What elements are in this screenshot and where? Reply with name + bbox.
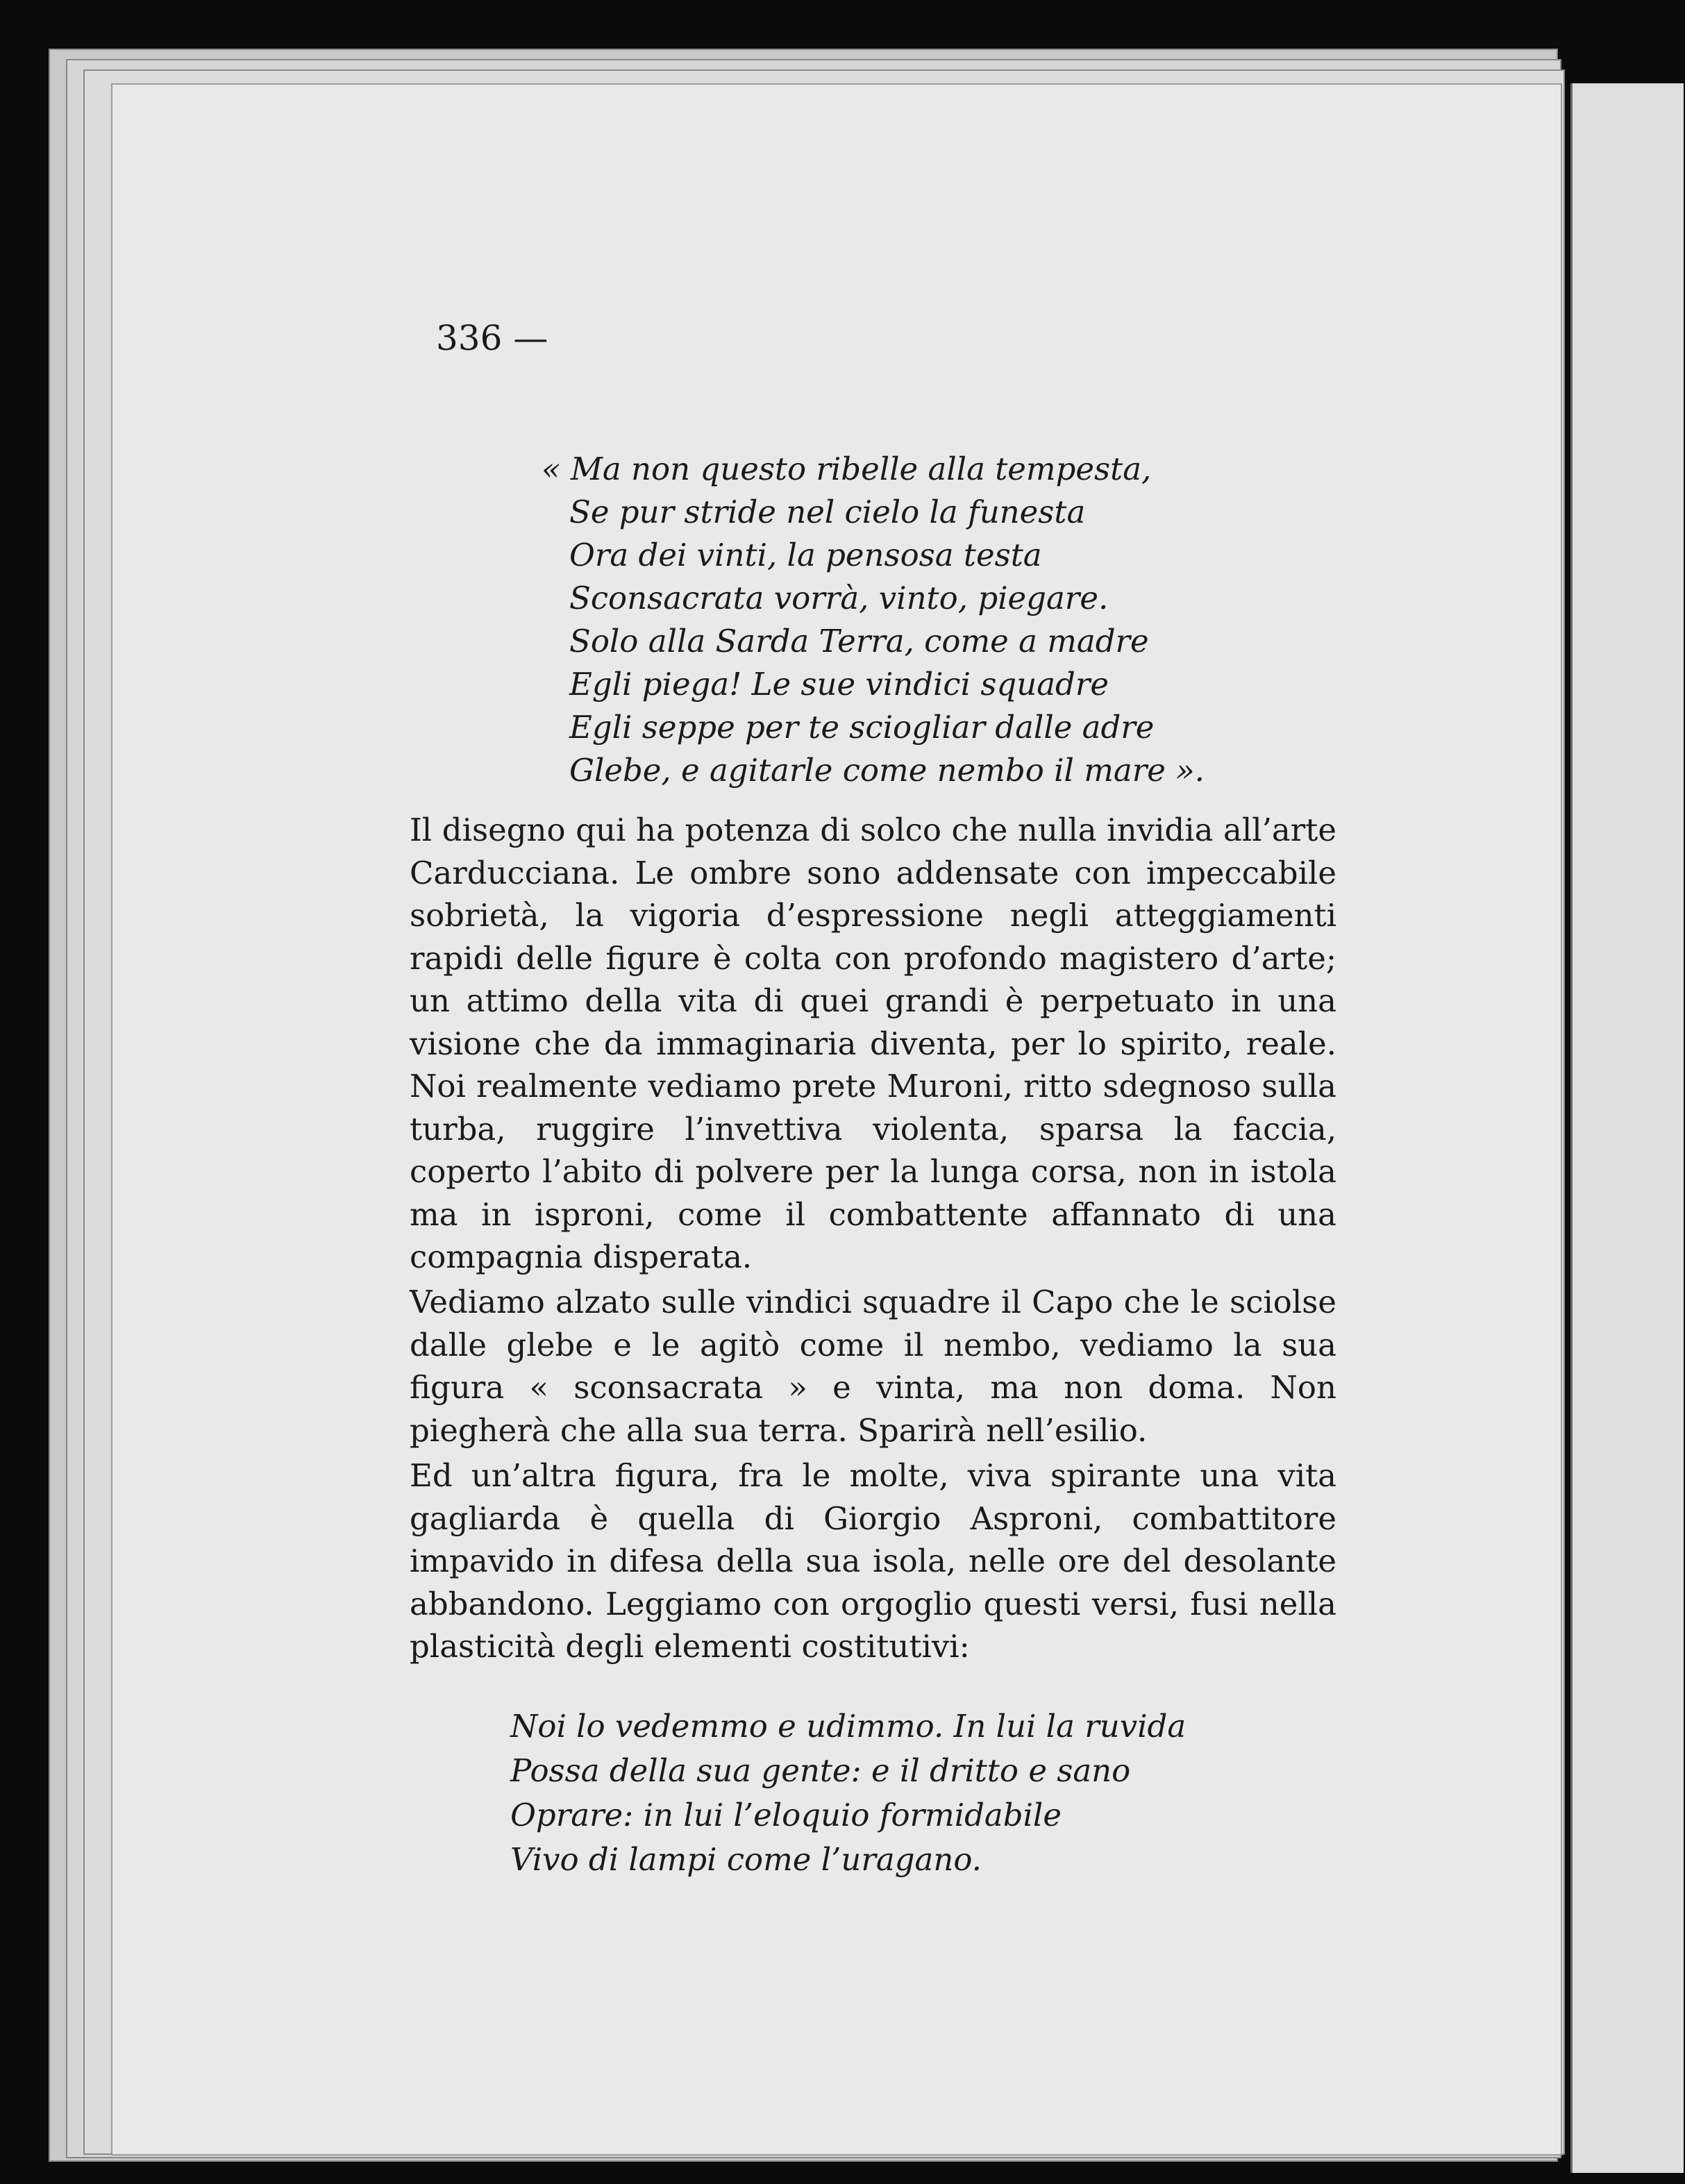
verse-line: Possa della sua gente: e il dritto e sano bbox=[510, 1752, 1131, 1789]
verse-line: Ora dei vinti, la pensosa testa bbox=[569, 537, 1042, 573]
verse-line: Egli seppe per te sciogliar dalle adre bbox=[569, 709, 1155, 746]
verse-line: Egli piega! Le sue vindici squadre bbox=[569, 666, 1109, 703]
paragraph: Ed un’altra figura, fra le molte, viva spirante una vita gagliarda è quella di Giorgio Asproni, combattitore impavido in difesa della sua isola, nelle ore del desolante abbandono. Leggiamo con orgoglio questi versi, fusi nella plasticità degli elementi costitutivi: bbox=[410, 1457, 1336, 1665]
verse-quote-2 bbox=[510, 1704, 1186, 1882]
verse-quote-1 bbox=[542, 448, 1205, 792]
verse-line: « Ma non questo ribelle alla tempesta, bbox=[542, 451, 1152, 487]
next-page-edge bbox=[1570, 83, 1684, 2173]
verse-line: Vivo di lampi come l’uragano. bbox=[510, 1841, 982, 1878]
verse-line: Noi lo vedemmo e udimmo. In lui la ruvida bbox=[510, 1708, 1187, 1745]
verse-line: Oprare: in lui l’eloquio formidabile bbox=[510, 1797, 1062, 1833]
verse-line: Se pur stride nel cielo la funesta bbox=[569, 494, 1086, 530]
verse-line: Sconsacrata vorrà, vinto, piegare. bbox=[569, 580, 1109, 616]
verse-line: Glebe, e agitarle come nembo il mare ». bbox=[569, 752, 1205, 789]
page-number: 336 — bbox=[436, 318, 548, 358]
paragraph: Vediamo alzato sulle vindici squadre il Capo che le sciolse dalle glebe e le agitò come il nembo, vediamo la sua figura « sconsacrata » e vinta, ma non doma. Non piegherà che alla sua terra. Sparirà nell’esilio. bbox=[410, 1284, 1336, 1449]
verse-line: Solo alla Sarda Terra, come a madre bbox=[569, 623, 1149, 660]
paragraph: Il disegno qui ha potenza di solco che nulla invidia all’arte Carducciana. Le ombre sono addensate con impeccabile sobrietà, la vigoria d’espressione negli atteggiamenti rapidi delle figure è colta con profondo magistero d’arte; un attimo della vita di quei grandi è perpetuato in una visione che da immaginaria diventa, per lo spirito, reale. Noi realmente vediamo prete Muroni, ritto sdegnoso sulla turba, ruggire l’invettiva violenta, sparsa la faccia, coperto l’abito di polvere per la lunga corsa, non in istola ma in isproni, come il combattente affannato di una compagnia disperata. bbox=[410, 812, 1336, 1275]
